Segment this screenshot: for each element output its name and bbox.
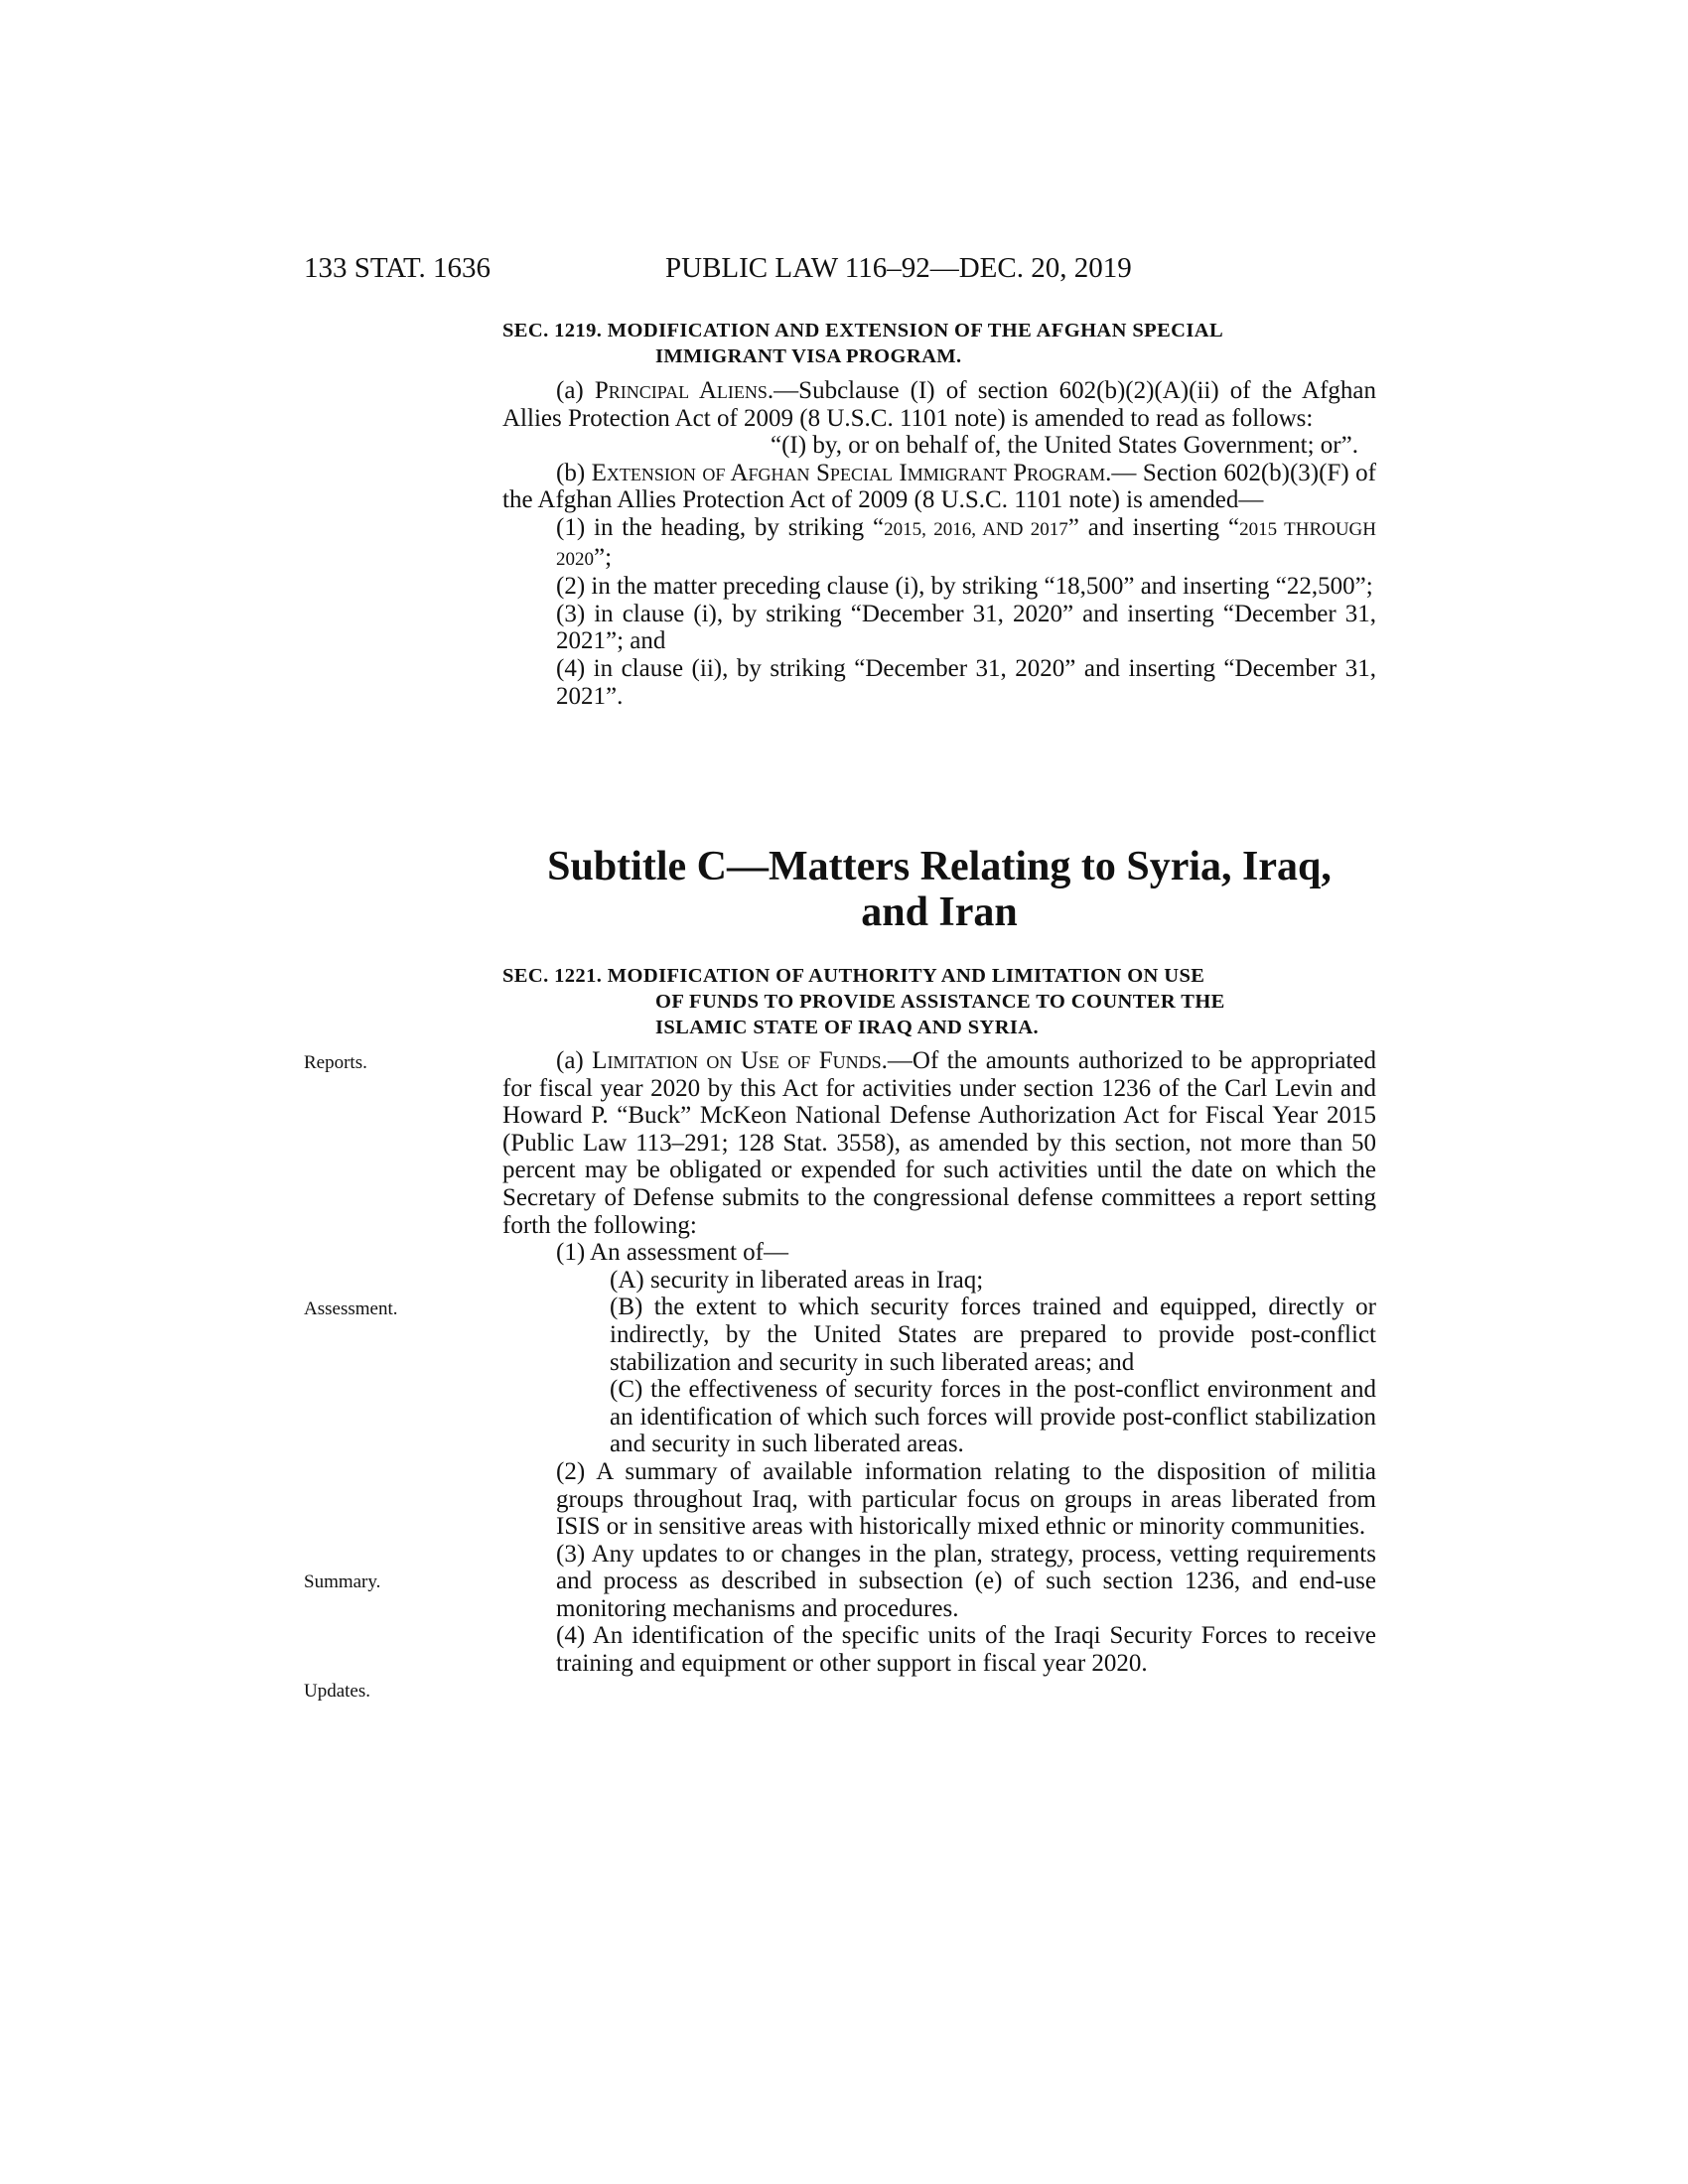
paragraph-1: (1) An assessment of— <box>556 1239 788 1267</box>
a-text: .—Subclause (I) of section 602(b)(2)(A)(ii) of the Afghan Allies Protection Act of 2009 (8 U.S.C. 1101 note) is amended to read as follows: <box>502 377 1376 432</box>
margin-note-reports: Reports. <box>304 1052 367 1073</box>
subtitle-line1: Subtitle C—Matters Relating to Syria, Iraq, <box>547 844 1332 889</box>
paragraph-3: (3) in clause (i), by striking “December 31, 2020” and inserting “December 31, 2021”; and <box>556 600 1376 655</box>
paragraph-1 <box>502 514 1376 573</box>
paragraph-3: (3) Any updates to or changes in the plan, strategy, process, vetting requirements and process as described in subsection (e) of such section 1236, and end-use monitoring mechanisms and procedures. <box>556 1540 1376 1622</box>
a-title: Principal Aliens <box>594 377 768 404</box>
subparagraph-C: (C) the effectiveness of security forces in the post-conflict environment and an identification of which such forces will provide post-conflict stabilization and security in such liberated areas. <box>610 1376 1376 1458</box>
a-label: (a) <box>556 1047 593 1074</box>
subparagraph-B: (B) the extent to which security forces trained and equipped, directly or indirectly, by the United States are prepared to provide post-conflict stabilization and security in such liberated areas; and <box>610 1294 1376 1376</box>
section-1221-heading <box>502 963 1376 1040</box>
margin-note-updates: Updates. <box>304 1681 371 1702</box>
b-text: .— Section 602(b)(3)(F) of the Afghan Allies Protection Act of 2009 (8 U.S.C. 1101 note) is amended— <box>502 459 1376 514</box>
section-1219-heading-line2: IMMIGRANT VISA PROGRAM. <box>655 345 962 367</box>
a-text: .—Of the amounts authorized to be appropriated for fiscal year 2020 by this Act for activities under section 1236 of the Carl Levin and Howard P. “Buck” McKeon National Defense Authorization Act for Fiscal Year 2015 (Public Law 113–291; 128 Stat. 3558), as amended by this section, not more than 50 percent may be obligated or expended for such activities until the date on which the Secretary of Defense submits to the congressional defense committees a report setting forth the following: <box>502 1047 1376 1239</box>
section-1219-heading <box>502 318 1376 369</box>
running-header <box>304 252 1376 292</box>
paragraph-2: (2) A summary of available information relating to the disposition of militia groups throughout Iraq, with particular focus on groups in areas liberated from ISIS or in sensitive areas with historically mixed ethnic or minority communities. <box>556 1457 1376 1541</box>
p1-text-c: ”; <box>594 543 613 571</box>
section-1221-a <box>502 1047 1376 1239</box>
paragraph-4: (4) in clause (ii), by striking “December 31, 2020” and inserting “December 31, 2021”. <box>556 654 1376 710</box>
b-title: Extension of Afghan Special Immigrant Program <box>591 459 1106 486</box>
p1-text-a: (1) in the heading, by striking “ <box>556 513 885 541</box>
section-1219-heading-line1: SEC. 1219. MODIFICATION AND EXTENSION OF THE AFGHAN SPECIAL <box>502 320 1224 341</box>
section-1219-a <box>502 377 1376 432</box>
subtitle-line2: and Iran <box>861 889 1018 935</box>
paragraph-2: (2) in the matter preceding clause (i), by striking “18,500” and inserting “22,500”; <box>556 573 1373 601</box>
margin-note-summary: Summary. <box>304 1571 381 1592</box>
public-law-title: PUBLIC LAW 116–92—DEC. 20, 2019 <box>665 252 1132 284</box>
a-label: (a) <box>556 377 595 404</box>
b-label: (b) <box>556 459 592 486</box>
quoted-subclause: “(I) by, or on behalf of, the United States Government; or”. <box>771 432 1358 460</box>
section-1221-body <box>502 1047 1376 1678</box>
p1-inserted-text: 2015 THROUGH 2020 <box>556 518 1376 570</box>
a-title: Limitation on Use of Funds <box>592 1047 882 1074</box>
p1-text-b: ” and inserting “ <box>1067 513 1240 541</box>
margin-note-assessment: Assessment. <box>304 1298 398 1319</box>
section-1219-b <box>502 460 1376 514</box>
stat-page-number: 133 STAT. 1636 <box>304 252 492 284</box>
subparagraph-A: (A) security in liberated areas in Iraq; <box>610 1266 984 1294</box>
paragraph-4: (4) An identification of the specific units of the Iraqi Security Forces to receive training and equipment or other support in fiscal year 2020. <box>556 1622 1376 1678</box>
section-1221-heading-line2: OF FUNDS TO PROVIDE ASSISTANCE TO COUNTER THE <box>655 991 1225 1013</box>
section-1219-body <box>502 377 1376 710</box>
subtitle-c-heading <box>502 844 1376 935</box>
section-1221-heading-line1: SEC. 1221. MODIFICATION OF AUTHORITY AND LIMITATION ON USE <box>502 965 1205 987</box>
section-1221-heading-line3: ISLAMIC STATE OF IRAQ AND SYRIA. <box>655 1017 1040 1038</box>
p1-struck-text: 2015, 2016, AND 2017 <box>884 518 1068 540</box>
